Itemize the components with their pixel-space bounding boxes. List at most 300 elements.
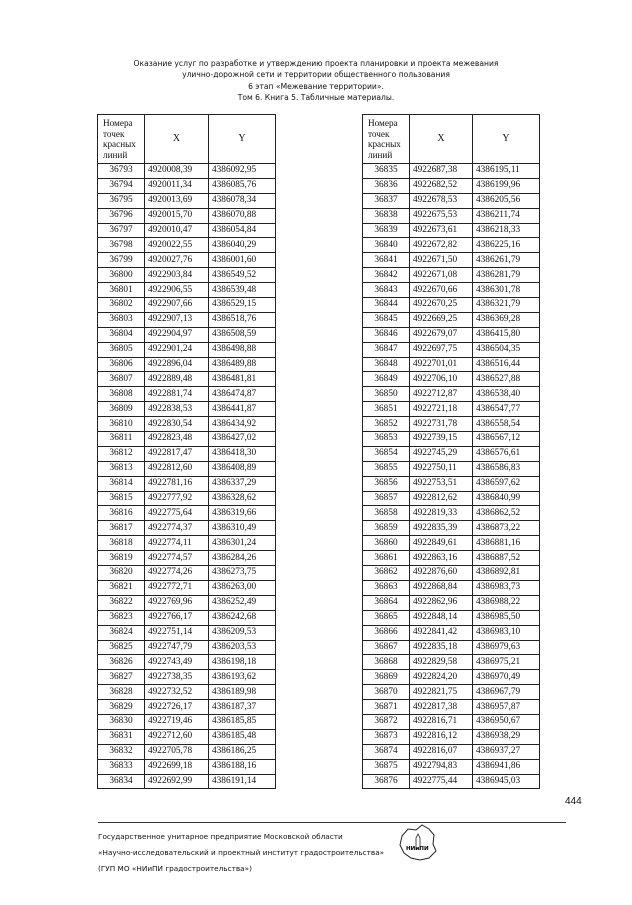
point-number-cell: 36813 xyxy=(98,461,145,476)
y-coordinate-cell: 4386950,67 xyxy=(473,714,540,729)
y-coordinate-cell: 4386529,15 xyxy=(209,298,276,313)
x-coordinate-cell: 4922896,04 xyxy=(145,357,209,372)
point-number-cell: 36805 xyxy=(98,342,145,357)
table-row xyxy=(98,342,276,357)
x-coordinate-cell: 4922682,52 xyxy=(410,178,473,193)
y-coordinate-cell: 4386054,84 xyxy=(209,223,276,238)
table-row xyxy=(363,402,540,417)
point-number-cell: 36864 xyxy=(363,595,410,610)
header-line-3: 6 этап «Межевание территории». xyxy=(248,81,384,91)
table-row xyxy=(363,283,540,298)
x-coordinate-cell: 4920015,70 xyxy=(145,208,209,223)
y-coordinate-cell: 4386408,89 xyxy=(209,461,276,476)
x-coordinate-cell: 4922849,61 xyxy=(410,536,473,551)
table-row xyxy=(363,417,540,432)
point-number-cell: 36820 xyxy=(98,566,145,581)
y-coordinate-cell: 4386840,99 xyxy=(473,491,540,506)
y-coordinate-cell: 4386938,29 xyxy=(473,729,540,744)
table-row xyxy=(363,476,540,491)
table-row xyxy=(98,417,276,432)
table-row xyxy=(98,744,276,759)
table-row xyxy=(363,461,540,476)
point-number-cell: 36802 xyxy=(98,298,145,313)
y-coordinate-cell: 4386489,88 xyxy=(209,357,276,372)
point-number-cell: 36828 xyxy=(98,685,145,700)
point-number-cell: 36848 xyxy=(363,357,410,372)
point-number-cell: 36841 xyxy=(363,253,410,268)
document-footer xyxy=(98,829,384,877)
table-row xyxy=(98,238,276,253)
coordinates-table-left xyxy=(97,114,276,789)
table-row xyxy=(363,178,540,193)
point-number-cell: 36793 xyxy=(98,164,145,179)
table-header-row xyxy=(363,115,540,164)
point-number-cell: 36863 xyxy=(363,580,410,595)
y-coordinate-cell: 4386941,86 xyxy=(473,759,540,774)
y-coordinate-cell: 4386252,49 xyxy=(209,595,276,610)
y-coordinate-cell: 4386549,52 xyxy=(209,268,276,283)
point-number-cell: 36847 xyxy=(363,342,410,357)
table-row xyxy=(98,506,276,521)
y-coordinate-cell: 4386957,87 xyxy=(473,700,540,715)
point-number-cell: 36854 xyxy=(363,446,410,461)
x-coordinate-cell: 4922769,96 xyxy=(145,595,209,610)
x-coordinate-cell: 4922838,53 xyxy=(145,402,209,417)
x-coordinate-cell: 4922751,14 xyxy=(145,625,209,640)
y-coordinate-cell: 4386369,28 xyxy=(473,312,540,327)
table-row xyxy=(363,387,540,402)
x-coordinate-cell: 4922775,44 xyxy=(410,774,473,789)
x-coordinate-cell: 4922881,74 xyxy=(145,387,209,402)
point-number-cell: 36804 xyxy=(98,327,145,342)
x-coordinate-cell: 4922904,97 xyxy=(145,327,209,342)
x-coordinate-cell: 4922726,17 xyxy=(145,700,209,715)
point-number-cell: 36851 xyxy=(363,402,410,417)
y-coordinate-cell: 4386203,53 xyxy=(209,640,276,655)
footer-line-1: Государственное унитарное предприятие Московской области xyxy=(98,832,343,841)
table-row xyxy=(363,372,540,387)
table-row xyxy=(98,164,276,179)
y-coordinate-cell: 4386188,16 xyxy=(209,759,276,774)
y-coordinate-cell: 4386979,63 xyxy=(473,640,540,655)
y-coordinate-cell: 4386328,62 xyxy=(209,491,276,506)
table-row xyxy=(363,640,540,655)
point-number-cell: 36814 xyxy=(98,476,145,491)
y-coordinate-cell: 4386481,81 xyxy=(209,372,276,387)
point-number-cell: 36845 xyxy=(363,312,410,327)
x-coordinate-cell: 4922835,39 xyxy=(410,521,473,536)
x-coordinate-cell: 4922673,61 xyxy=(410,223,473,238)
table-row xyxy=(98,685,276,700)
table-row xyxy=(98,312,276,327)
table-row xyxy=(363,700,540,715)
y-coordinate-cell: 4386092,95 xyxy=(209,164,276,179)
x-coordinate-cell: 4922817,47 xyxy=(145,446,209,461)
y-coordinate-cell: 4386070,88 xyxy=(209,208,276,223)
footer-line-3: (ГУП МО «НИиПИ градостроительства») xyxy=(98,864,252,873)
table-row xyxy=(363,164,540,179)
y-coordinate-cell: 4386427,02 xyxy=(209,432,276,447)
y-coordinate-cell: 4386198,18 xyxy=(209,655,276,670)
y-coordinate-cell: 4386983,73 xyxy=(473,580,540,595)
table-row xyxy=(98,446,276,461)
table-row xyxy=(363,729,540,744)
y-coordinate-cell: 4386301,24 xyxy=(209,536,276,551)
column-header-y: Y xyxy=(209,115,276,164)
table-row xyxy=(98,729,276,744)
table-row xyxy=(363,223,540,238)
column-header-x: X xyxy=(145,115,209,164)
y-coordinate-cell: 4386985,50 xyxy=(473,610,540,625)
table-row xyxy=(98,461,276,476)
point-number-cell: 36844 xyxy=(363,298,410,313)
point-number-cell: 36806 xyxy=(98,357,145,372)
y-coordinate-cell: 4386321,79 xyxy=(473,298,540,313)
point-number-cell: 36837 xyxy=(363,193,410,208)
table-row xyxy=(363,208,540,223)
table-row xyxy=(363,357,540,372)
point-number-cell: 36817 xyxy=(98,521,145,536)
point-number-cell: 36812 xyxy=(98,446,145,461)
x-coordinate-cell: 4922794,83 xyxy=(410,759,473,774)
point-number-cell: 36798 xyxy=(98,238,145,253)
header-line-2: улично-дорожной сети и территории общественного пользования xyxy=(182,70,450,80)
table-row xyxy=(98,283,276,298)
y-coordinate-cell: 4386498,88 xyxy=(209,342,276,357)
point-number-cell: 36835 xyxy=(363,164,410,179)
table-row xyxy=(363,759,540,774)
y-coordinate-cell: 4386337,29 xyxy=(209,476,276,491)
table-row xyxy=(363,610,540,625)
point-number-cell: 36853 xyxy=(363,432,410,447)
table-row xyxy=(98,640,276,655)
x-coordinate-cell: 4922812,60 xyxy=(145,461,209,476)
y-coordinate-cell: 4386597,62 xyxy=(473,476,540,491)
table-row xyxy=(98,208,276,223)
table-row xyxy=(98,595,276,610)
point-number-cell: 36865 xyxy=(363,610,410,625)
table-row xyxy=(363,298,540,313)
x-coordinate-cell: 4922906,55 xyxy=(145,283,209,298)
point-number-cell: 36839 xyxy=(363,223,410,238)
x-coordinate-cell: 4922812,62 xyxy=(410,491,473,506)
x-coordinate-cell: 4922675,53 xyxy=(410,208,473,223)
table-row xyxy=(98,700,276,715)
x-coordinate-cell: 4922672,82 xyxy=(410,238,473,253)
point-number-cell: 36874 xyxy=(363,744,410,759)
header-line-4: Том 6. Книга 5. Табличные материалы. xyxy=(237,92,395,102)
x-coordinate-cell: 4922697,75 xyxy=(410,342,473,357)
x-coordinate-cell: 4922901,24 xyxy=(145,342,209,357)
x-coordinate-cell: 4922705,78 xyxy=(145,744,209,759)
x-coordinate-cell: 4922816,12 xyxy=(410,729,473,744)
x-coordinate-cell: 4922774,26 xyxy=(145,566,209,581)
table-row xyxy=(363,551,540,566)
table-row xyxy=(363,685,540,700)
x-coordinate-cell: 4922907,13 xyxy=(145,312,209,327)
point-number-cell: 36823 xyxy=(98,610,145,625)
x-coordinate-cell: 4922816,07 xyxy=(410,744,473,759)
header-line-1: Оказание услуг по разработке и утверждению проекта планировки и проекта межевания xyxy=(133,59,499,68)
y-coordinate-cell: 4386586,83 xyxy=(473,461,540,476)
y-coordinate-cell: 4386040,29 xyxy=(209,238,276,253)
table-row xyxy=(363,432,540,447)
x-coordinate-cell: 4920022,55 xyxy=(145,238,209,253)
x-coordinate-cell: 4922829,58 xyxy=(410,655,473,670)
point-number-cell: 36832 xyxy=(98,744,145,759)
table-row xyxy=(363,595,540,610)
point-number-cell: 36801 xyxy=(98,283,145,298)
point-number-cell: 36824 xyxy=(98,625,145,640)
document-header xyxy=(0,58,632,103)
x-coordinate-cell: 4920027,76 xyxy=(145,253,209,268)
table-row xyxy=(98,298,276,313)
x-coordinate-cell: 4922750,11 xyxy=(410,461,473,476)
y-coordinate-cell: 4386567,12 xyxy=(473,432,540,447)
x-coordinate-cell: 4920011,34 xyxy=(145,178,209,193)
y-coordinate-cell: 4386187,37 xyxy=(209,700,276,715)
y-coordinate-cell: 4386558,54 xyxy=(473,417,540,432)
table-row xyxy=(98,372,276,387)
x-coordinate-cell: 4922743,49 xyxy=(145,655,209,670)
table-row xyxy=(98,536,276,551)
column-header-y: Y xyxy=(473,115,540,164)
y-coordinate-cell: 4386284,26 xyxy=(209,551,276,566)
x-coordinate-cell: 4922848,14 xyxy=(410,610,473,625)
point-number-cell: 36803 xyxy=(98,312,145,327)
point-number-cell: 36855 xyxy=(363,461,410,476)
point-number-cell: 36830 xyxy=(98,714,145,729)
y-coordinate-cell: 4386975,21 xyxy=(473,655,540,670)
y-coordinate-cell: 4386209,53 xyxy=(209,625,276,640)
point-number-cell: 36866 xyxy=(363,625,410,640)
point-number-cell: 36827 xyxy=(98,670,145,685)
table-row xyxy=(98,432,276,447)
y-coordinate-cell: 4386191,14 xyxy=(209,774,276,789)
x-coordinate-cell: 4922863,16 xyxy=(410,551,473,566)
y-coordinate-cell: 4386189,98 xyxy=(209,685,276,700)
table-row xyxy=(363,744,540,759)
table-row xyxy=(98,402,276,417)
point-number-cell: 36849 xyxy=(363,372,410,387)
point-number-cell: 36822 xyxy=(98,595,145,610)
x-coordinate-cell: 4922747,79 xyxy=(145,640,209,655)
column-header-number: Номера точек красных линий xyxy=(363,115,410,164)
y-coordinate-cell: 4386261,79 xyxy=(473,253,540,268)
y-coordinate-cell: 4386085,76 xyxy=(209,178,276,193)
y-coordinate-cell: 4386418,30 xyxy=(209,446,276,461)
x-coordinate-cell: 4922774,37 xyxy=(145,521,209,536)
y-coordinate-cell: 4386516,44 xyxy=(473,357,540,372)
table-row xyxy=(98,193,276,208)
point-number-cell: 36846 xyxy=(363,327,410,342)
x-coordinate-cell: 4922781,16 xyxy=(145,476,209,491)
column-header-x: X xyxy=(410,115,473,164)
x-coordinate-cell: 4922669,25 xyxy=(410,312,473,327)
table-row xyxy=(98,223,276,238)
x-coordinate-cell: 4922692,99 xyxy=(145,774,209,789)
x-coordinate-cell: 4922876,60 xyxy=(410,566,473,581)
point-number-cell: 36852 xyxy=(363,417,410,432)
table-row xyxy=(98,655,276,670)
table-row xyxy=(363,774,540,789)
x-coordinate-cell: 4922670,25 xyxy=(410,298,473,313)
x-coordinate-cell: 4922712,87 xyxy=(410,387,473,402)
table-row xyxy=(363,566,540,581)
y-coordinate-cell: 4386225,16 xyxy=(473,238,540,253)
y-coordinate-cell: 4386415,80 xyxy=(473,327,540,342)
x-coordinate-cell: 4920010,47 xyxy=(145,223,209,238)
table-row xyxy=(363,238,540,253)
point-number-cell: 36807 xyxy=(98,372,145,387)
x-coordinate-cell: 4922821,75 xyxy=(410,685,473,700)
y-coordinate-cell: 4386001,60 xyxy=(209,253,276,268)
table-row xyxy=(98,759,276,774)
y-coordinate-cell: 4386434,92 xyxy=(209,417,276,432)
table-row xyxy=(363,312,540,327)
point-number-cell: 36829 xyxy=(98,700,145,715)
y-coordinate-cell: 4386873,22 xyxy=(473,521,540,536)
x-coordinate-cell: 4922679,07 xyxy=(410,327,473,342)
y-coordinate-cell: 4386988,22 xyxy=(473,595,540,610)
y-coordinate-cell: 4386474,87 xyxy=(209,387,276,402)
y-coordinate-cell: 4386263,00 xyxy=(209,580,276,595)
y-coordinate-cell: 4386539,48 xyxy=(209,283,276,298)
point-number-cell: 36834 xyxy=(98,774,145,789)
x-coordinate-cell: 4922774,57 xyxy=(145,551,209,566)
x-coordinate-cell: 4922670,66 xyxy=(410,283,473,298)
point-number-cell: 36836 xyxy=(363,178,410,193)
x-coordinate-cell: 4922823,48 xyxy=(145,432,209,447)
point-number-cell: 36818 xyxy=(98,536,145,551)
table-header-row xyxy=(98,115,276,164)
y-coordinate-cell: 4386281,79 xyxy=(473,268,540,283)
x-coordinate-cell: 4922819,33 xyxy=(410,506,473,521)
y-coordinate-cell: 4386576,61 xyxy=(473,446,540,461)
y-coordinate-cell: 4386937,27 xyxy=(473,744,540,759)
point-number-cell: 36872 xyxy=(363,714,410,729)
point-number-cell: 36860 xyxy=(363,536,410,551)
x-coordinate-cell: 4922721,18 xyxy=(410,402,473,417)
table-row xyxy=(98,327,276,342)
point-number-cell: 36838 xyxy=(363,208,410,223)
table-row xyxy=(98,387,276,402)
point-number-cell: 36811 xyxy=(98,432,145,447)
point-number-cell: 36867 xyxy=(363,640,410,655)
point-number-cell: 36833 xyxy=(98,759,145,774)
y-coordinate-cell: 4386508,59 xyxy=(209,327,276,342)
y-coordinate-cell: 4386205,56 xyxy=(473,193,540,208)
point-number-cell: 36795 xyxy=(98,193,145,208)
point-number-cell: 36808 xyxy=(98,387,145,402)
y-coordinate-cell: 4386193,62 xyxy=(209,670,276,685)
point-number-cell: 36831 xyxy=(98,729,145,744)
x-coordinate-cell: 4922671,50 xyxy=(410,253,473,268)
x-coordinate-cell: 4922772,71 xyxy=(145,580,209,595)
y-coordinate-cell: 4386892,81 xyxy=(473,566,540,581)
point-number-cell: 36850 xyxy=(363,387,410,402)
x-coordinate-cell: 4922745,29 xyxy=(410,446,473,461)
table-row xyxy=(363,714,540,729)
institute-logo xyxy=(396,820,440,864)
point-number-cell: 36826 xyxy=(98,655,145,670)
y-coordinate-cell: 4386881,16 xyxy=(473,536,540,551)
point-number-cell: 36870 xyxy=(363,685,410,700)
x-coordinate-cell: 4922766,17 xyxy=(145,610,209,625)
table-row xyxy=(98,476,276,491)
point-number-cell: 36842 xyxy=(363,268,410,283)
x-coordinate-cell: 4922862,96 xyxy=(410,595,473,610)
table-row xyxy=(363,491,540,506)
x-coordinate-cell: 4922701,01 xyxy=(410,357,473,372)
y-coordinate-cell: 4386518,76 xyxy=(209,312,276,327)
point-number-cell: 36821 xyxy=(98,580,145,595)
point-number-cell: 36794 xyxy=(98,178,145,193)
y-coordinate-cell: 4386195,11 xyxy=(473,164,540,179)
point-number-cell: 36859 xyxy=(363,521,410,536)
y-coordinate-cell: 4386242,68 xyxy=(209,610,276,625)
table-row xyxy=(98,566,276,581)
y-coordinate-cell: 4386970,49 xyxy=(473,670,540,685)
table-row xyxy=(363,446,540,461)
y-coordinate-cell: 4386185,85 xyxy=(209,714,276,729)
table-row xyxy=(363,253,540,268)
column-header-number: Номера точек красных линий xyxy=(98,115,145,164)
x-coordinate-cell: 4922824,20 xyxy=(410,670,473,685)
table-row xyxy=(363,193,540,208)
y-coordinate-cell: 4386185,48 xyxy=(209,729,276,744)
x-coordinate-cell: 4922712,60 xyxy=(145,729,209,744)
table-row xyxy=(363,521,540,536)
table-row xyxy=(363,580,540,595)
point-number-cell: 36869 xyxy=(363,670,410,685)
x-coordinate-cell: 4922816,71 xyxy=(410,714,473,729)
x-coordinate-cell: 4922732,52 xyxy=(145,685,209,700)
table-row xyxy=(98,610,276,625)
x-coordinate-cell: 4922841,42 xyxy=(410,625,473,640)
point-number-cell: 36862 xyxy=(363,566,410,581)
x-coordinate-cell: 4922835,18 xyxy=(410,640,473,655)
table-row xyxy=(98,580,276,595)
point-number-cell: 36868 xyxy=(363,655,410,670)
point-number-cell: 36873 xyxy=(363,729,410,744)
point-number-cell: 36799 xyxy=(98,253,145,268)
y-coordinate-cell: 4386186,25 xyxy=(209,744,276,759)
logo-lettering: НИиПИ xyxy=(406,846,429,852)
table-row xyxy=(363,327,540,342)
point-number-cell: 36809 xyxy=(98,402,145,417)
table-row xyxy=(98,670,276,685)
x-coordinate-cell: 4922719,46 xyxy=(145,714,209,729)
y-coordinate-cell: 4386538,40 xyxy=(473,387,540,402)
table-row xyxy=(363,536,540,551)
y-coordinate-cell: 4386211,74 xyxy=(473,208,540,223)
x-coordinate-cell: 4922699,18 xyxy=(145,759,209,774)
y-coordinate-cell: 4386301,78 xyxy=(473,283,540,298)
x-coordinate-cell: 4922774,11 xyxy=(145,536,209,551)
point-number-cell: 36815 xyxy=(98,491,145,506)
point-number-cell: 36819 xyxy=(98,551,145,566)
table-row xyxy=(363,506,540,521)
y-coordinate-cell: 4386967,79 xyxy=(473,685,540,700)
point-number-cell: 36825 xyxy=(98,640,145,655)
table-row xyxy=(98,178,276,193)
x-coordinate-cell: 4922706,10 xyxy=(410,372,473,387)
table-row xyxy=(363,655,540,670)
y-coordinate-cell: 4386527,88 xyxy=(473,372,540,387)
y-coordinate-cell: 4386310,49 xyxy=(209,521,276,536)
footer-line-2: «Научно-исследовательский и проектный институт градостроительства» xyxy=(98,848,385,857)
